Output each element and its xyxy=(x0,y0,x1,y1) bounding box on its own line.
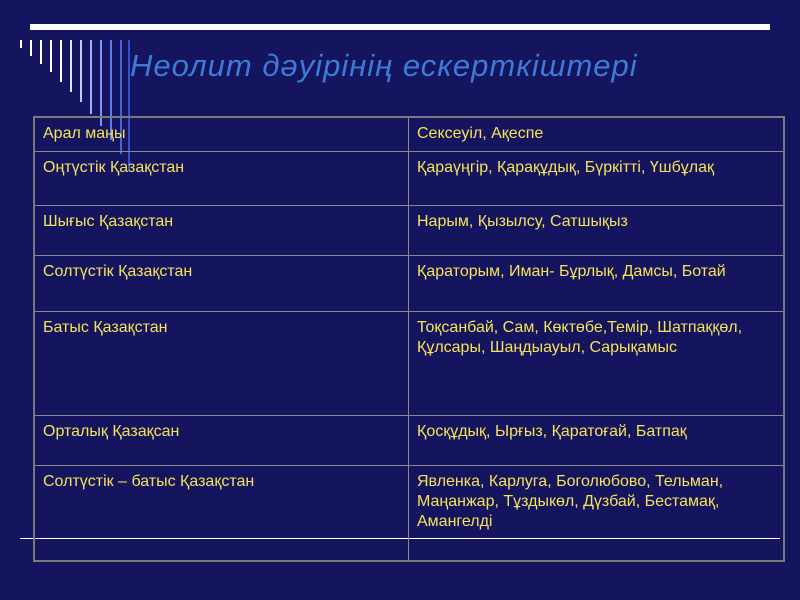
region-cell: Арал маңы xyxy=(34,117,409,151)
decorative-stripe xyxy=(100,40,102,126)
sites-cell: Тоқсанбай, Сам, Көктөбе,Темір, Шатпаққөл, Құлсары, Шаңдыауыл, Сарықамыс xyxy=(409,311,785,415)
top-decorative-bar xyxy=(30,24,770,30)
table-row xyxy=(34,255,784,311)
table-row xyxy=(34,205,784,255)
region-cell: Шығыс Қазақстан xyxy=(34,205,409,255)
decorative-stripe xyxy=(90,40,92,114)
sites-cell: Қараүңгір, Қарақұдық, Бүркітті, Үшбұлақ xyxy=(409,151,785,205)
region-cell: Батыс Қазақстан xyxy=(34,311,409,415)
table-row xyxy=(34,415,784,465)
decorative-stripe xyxy=(70,40,72,92)
region-cell: Солтүстік – батыс Қазақстан xyxy=(34,465,409,561)
decorative-stripe xyxy=(40,40,42,64)
sites-cell: Қараторым, Иман- Бұрлық, Дамсы, Ботай xyxy=(409,255,785,311)
table-row xyxy=(34,117,784,151)
table-row xyxy=(34,151,784,205)
region-cell: Оңтүстік Қазақстан xyxy=(34,151,409,205)
sites-cell: Явленка, Карлуга, Боголюбово, Тельман, Маңанжар, Тұздыкөл, Дүзбай, Бестамақ, Амангелді xyxy=(409,465,785,561)
decorative-stripe xyxy=(30,40,32,56)
sites-cell: Сексеуіл, Ақеспе xyxy=(409,117,785,151)
slide-title: Неолит дәуірінің ескерткіштері xyxy=(130,48,638,83)
table-row xyxy=(34,311,784,415)
sites-cell: Қосқұдық, Ырғыз, Қаратоғай, Батпақ xyxy=(409,415,785,465)
monuments-table xyxy=(33,116,785,562)
sites-cell: Нарым, Қызылсу, Сатшықыз xyxy=(409,205,785,255)
region-cell: Орталық Қазақсан xyxy=(34,415,409,465)
region-cell: Солтүстік Қазақстан xyxy=(34,255,409,311)
decorative-stripe xyxy=(20,40,22,48)
decorative-stripe xyxy=(60,40,62,82)
decorative-stripe xyxy=(80,40,82,102)
table-row xyxy=(34,465,784,561)
decorative-stripe xyxy=(50,40,52,72)
